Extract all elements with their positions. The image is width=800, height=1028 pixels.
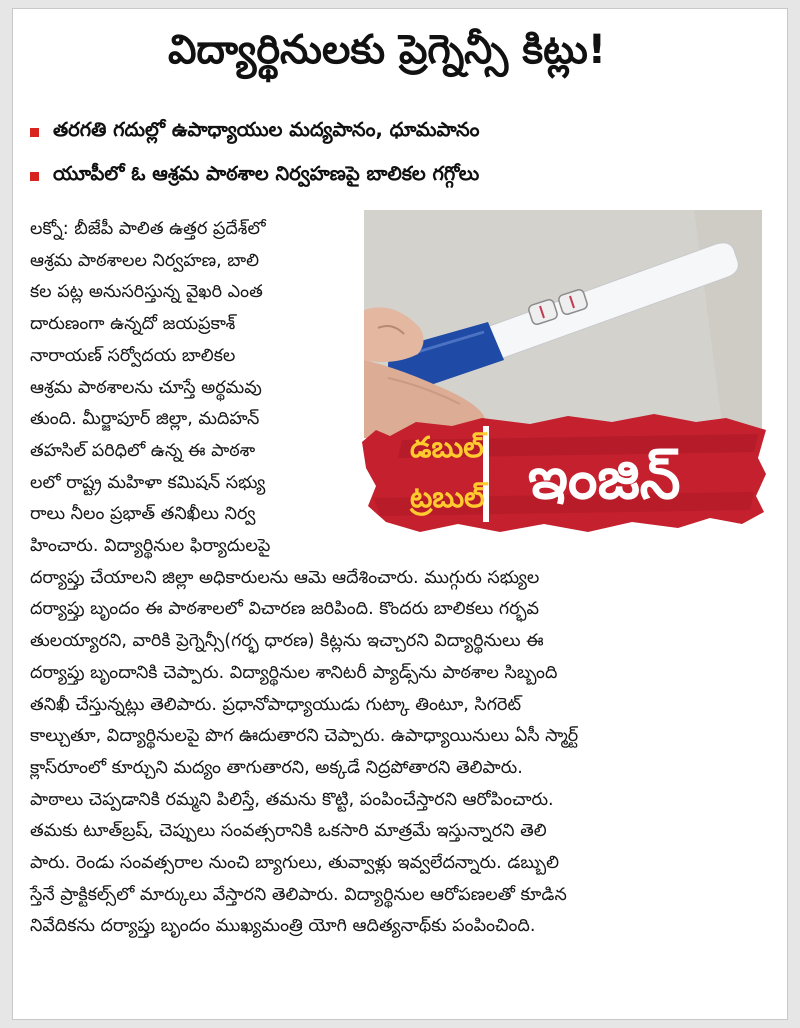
article-line: నారాయణ్ సర్వోదయ బాలికల [30, 345, 236, 366]
article-line: ఆశ్రమ పాఠశాలను చూస్తే అర్థమవు [30, 377, 262, 398]
article-line: క్లాస్‌రూంలో కూర్చుని మద్యం తాగుతారని, అక్కడే నిద్రపోతారని తెలిపారు. [30, 757, 523, 778]
article-body-full-width [30, 563, 750, 943]
article-line: స్తేనే ప్రాక్టికల్స్‌లో మార్కులు వేస్తారని తెలిపారు. విద్యార్థినుల ఆరోపణలతో కూడిన [30, 884, 567, 905]
article-line: పారు. రెండు సంవత్సరాల నుంచి బ్యాగులు, తువ్వాళ్లు ఇవ్వలేదన్నారు. డబ్బులి [30, 853, 560, 874]
article-line: దర్యాప్తు చేయాలని జిల్లా అధికారులను ఆమె ఆదేశించారు. ముగ్గురు సభ్యుల [30, 567, 540, 588]
article-line: నివేదికను దర్యాప్తు బృందం ముఖ్యమంత్రి యోగి ఆదిత్యనాథ్‌కు పంపించింది. [30, 916, 536, 937]
banner-word-double: డబుల్ [410, 430, 484, 464]
red-square-bullet-icon [30, 128, 39, 137]
article-line: తులయ్యారని, వారికి ప్రెగ్నెన్సీ(గర్భ ధారణ) కిట్లను ఇచ్చారని విద్యార్థినులు ఈ [30, 631, 544, 652]
bullet-text: తరగతి గదుల్లో ఉపాధ్యాయుల మద్యపానం, ధూమపానం [53, 118, 480, 141]
banner-word-engine: ఇంజిన్ [528, 444, 681, 512]
article-line: పాఠాలు చెప్పడానికి రమ్మని పిలిస్తే, తమను కొట్టి, పంపించేస్తారని ఆరోపించారు. [30, 789, 554, 810]
article-line: తమకు టూత్‌బ్రష్, చెప్పులు సంవత్సరానికి ఒకసారి మాత్రమే ఇస్తున్నారని తెలి [30, 821, 547, 842]
article-body [30, 214, 750, 943]
article-line: కాల్చుతూ, విద్యార్థినులపై పొగ ఊదుతారని చెప్పారు. ఉపాధ్యాయినులు ఏసీ స్మార్ట్ [30, 726, 579, 747]
article-line: లలో రాష్ట్ర మహిళా కమిషన్ సభ్యు [30, 472, 266, 493]
article-line: హించారు. విద్యార్థినుల ఫిర్యాదులపై [30, 536, 271, 557]
article-line: రాలు నీలం ప్రభాత్ తనిఖీలు నిర్వ [30, 504, 256, 525]
article-line: తనిఖీ చేస్తున్నట్లు తెలిపారు. ప్రధానోపాధ్యాయుడు గుట్కా తింటూ, సిగరెట్ [30, 694, 522, 715]
article-body-narrow-column [30, 214, 750, 563]
article-line: దర్యాప్తు బృందానికి చెప్పారు. విద్యార్థినుల శానిటరీ ప్యాడ్స్‌ను పాఠశాల సిబ్బంది [30, 662, 558, 683]
headline: విద్యార్థినులకు ప్రెగ్నెన్సీ కిట్లు! [167, 27, 607, 73]
article-line: తుంది. మీర్జాపూర్ జిల్లా, మదిహన్ [30, 409, 260, 430]
red-square-bullet-icon [30, 172, 39, 181]
article-line: కల పట్ల అనుసరిస్తున్న వైఖరి ఎంత [30, 282, 263, 303]
article-line: లక్నో: బీజేపీ పాలిత ఉత్తర ప్రదేశ్‌లో [30, 219, 266, 239]
article-line: దారుణంగా ఉన్నదో జయప్రకాశ్ [30, 314, 236, 335]
highlight-bullet [30, 158, 479, 194]
banner-word-trouble: ట్రబుల్ [410, 480, 485, 514]
article-line: దర్యాప్తు బృందం ఈ పాఠశాలలో విచారణ జరిపింది. కొందరు బాలికలు గర్భవ [30, 599, 540, 620]
highlight-bullet [30, 114, 480, 150]
article-line: ఆశ్రమ పాఠశాలల నిర్వహణ, బాలి [30, 250, 260, 271]
bullet-text: యూపీలో ఓ ఆశ్రమ పాఠశాల నిర్వహణపై బాలికల గగ్గోలు [53, 162, 480, 185]
article-line: తహసిల్ పరిధిలో ఉన్న ఈ పాఠశా [30, 440, 256, 461]
